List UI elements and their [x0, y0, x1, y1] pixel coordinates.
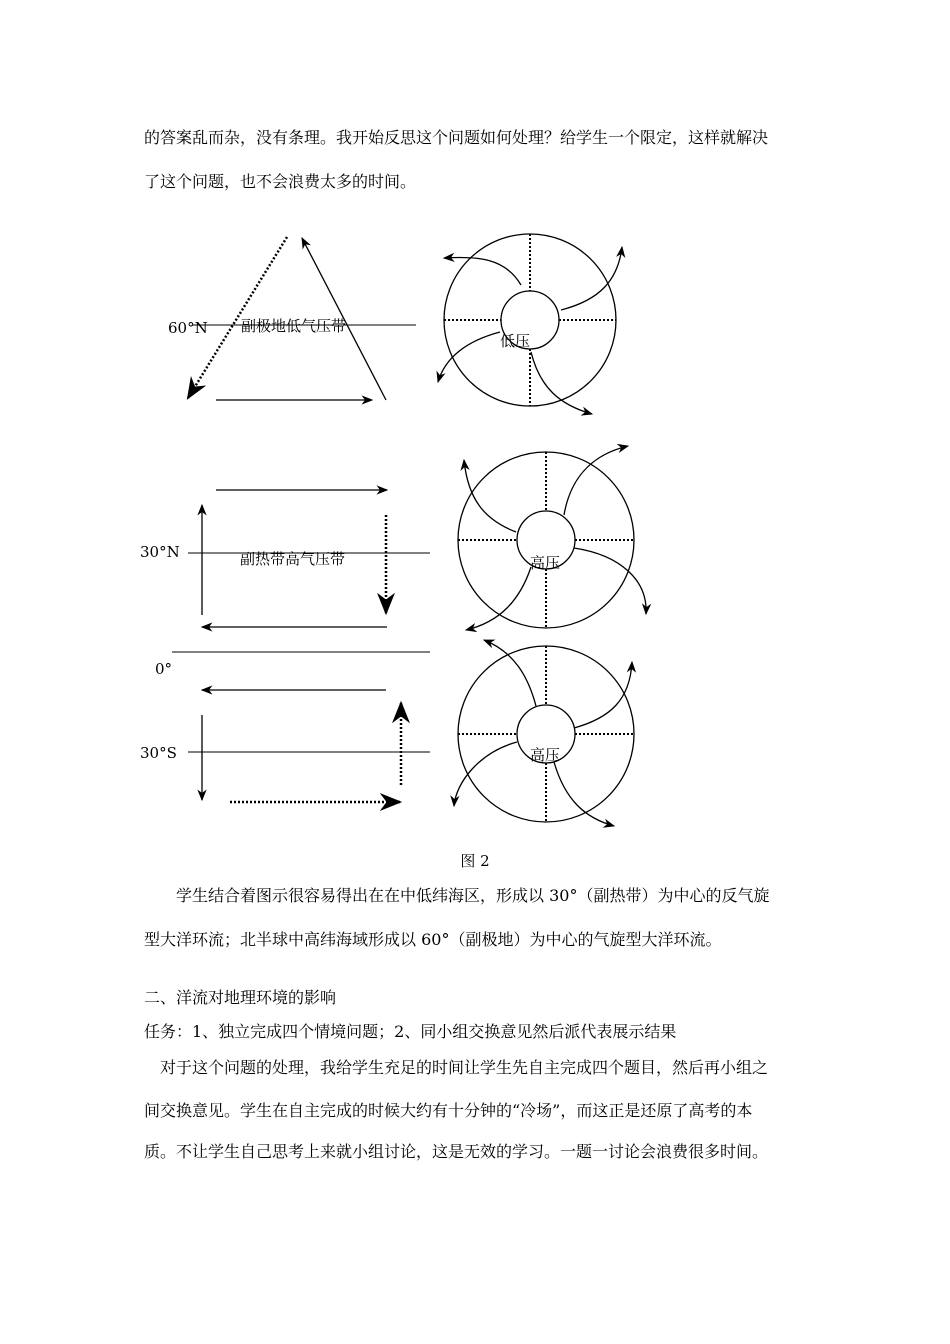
lat-30n-label: 30°N	[140, 543, 180, 561]
low-pressure-label: 低压	[500, 332, 531, 350]
ocean-circulation-figure	[0, 220, 950, 840]
high-pressure-north-circle-diagram	[458, 446, 646, 630]
paragraph-line: 质。不让学生自己思考上来就小组讨论，这是无效的学习。一题一讨论会浪费很多时间。	[144, 1142, 769, 1161]
paragraph-line: 间交换意见。学生在自主完成的时候大约有十分钟的“冷场”，而这正是还原了高考的本	[144, 1101, 753, 1120]
subtropical-high-label: 副热带高气压带	[240, 550, 346, 568]
figure-caption: 图 2	[460, 852, 490, 870]
subpolar-triangle-diagram	[168, 237, 416, 400]
paragraph-line: 对于这个问题的处理，我给学生充足的时间让学生先自主完成四个题目，然后再小组之	[160, 1058, 769, 1077]
subtropical-north-diagram	[140, 490, 430, 627]
section-heading: 二、洋流对地理环境的影响	[144, 988, 337, 1007]
equator-label: 0°	[155, 660, 173, 678]
task-line: 任务：1、独立完成四个情境问题；2、同小组交换意见然后派代表展示结果	[144, 1022, 677, 1041]
paragraph-line: 的答案乱而杂，没有条理。我开始反思这个问题如何处理？给学生一个限定，这样就解决	[144, 128, 769, 147]
paragraph-line: 学生结合着图示很容易得出在在中低纬海区，形成以 30°（副热带）为中心的反气旋	[176, 886, 770, 905]
subtropical-south-diagram	[140, 690, 430, 802]
lat-60n-label: 60°N	[168, 319, 208, 337]
high-pressure-north-label: 高压	[530, 554, 561, 572]
paragraph-line: 型大洋环流；北半球中高纬海域形成以 60°（副极地）为中心的气旋型大洋环流。	[144, 930, 722, 949]
paragraph-line: 了这个问题，也不会浪费太多的时间。	[144, 172, 417, 191]
low-pressure-circle-diagram	[438, 234, 622, 414]
high-pressure-south-circle-diagram	[454, 640, 634, 826]
subpolar-low-label: 副极地低气压带	[241, 317, 347, 335]
lat-30s-label: 30°S	[140, 744, 177, 762]
high-pressure-south-label: 高压	[530, 746, 561, 764]
